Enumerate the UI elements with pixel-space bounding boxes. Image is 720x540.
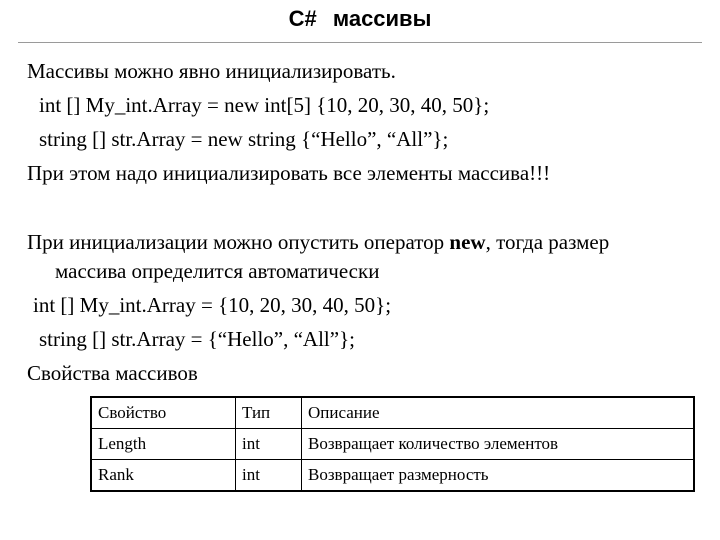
slide-title: C# массивы (288, 6, 432, 31)
text-line-warning: При этом надо инициализировать все элементы массива!!! (27, 161, 551, 185)
table-cell: Возвращает количество элементов (302, 429, 695, 460)
text-line-properties-heading: Свойства массивов (27, 361, 198, 385)
table-cell: int (236, 460, 302, 492)
code-line-int-array-init: int [] My_int.Array = {10, 20, 30, 40, 50}; (33, 293, 392, 317)
code-line-string-array-new: string [] str.Array = new string {“Hello”, “All”}; (39, 127, 449, 151)
text-line-intro: Массивы можно явно инициализировать. (27, 59, 396, 83)
table-header-cell: Свойство (91, 397, 236, 429)
table-header-cell: Описание (302, 397, 695, 429)
code-line-int-array-new: int [] My_int.Array = new int[5] {10, 20, 30, 40, 50}; (39, 93, 490, 117)
table-header-row (91, 397, 694, 429)
table-cell: Rank (91, 460, 236, 492)
text-line-auto-size: массива определится автоматически (55, 259, 380, 283)
code-line-string-array-init: string [] str.Array = {“Hello”, “All”}; (39, 327, 355, 351)
table-header-cell: Тип (236, 397, 302, 429)
text-line-omit-new (27, 228, 609, 256)
title-divider (18, 42, 702, 43)
table-cell: Возвращает размерность (302, 460, 695, 492)
table-cell: int (236, 429, 302, 460)
keyword-new: new (449, 230, 486, 254)
properties-table (90, 396, 695, 492)
table-row (91, 460, 694, 492)
text-segment-1: При инициализации можно опустить оператор new, тогда размер (27, 230, 610, 254)
table-row (91, 429, 694, 460)
table-cell: Length (91, 429, 236, 460)
